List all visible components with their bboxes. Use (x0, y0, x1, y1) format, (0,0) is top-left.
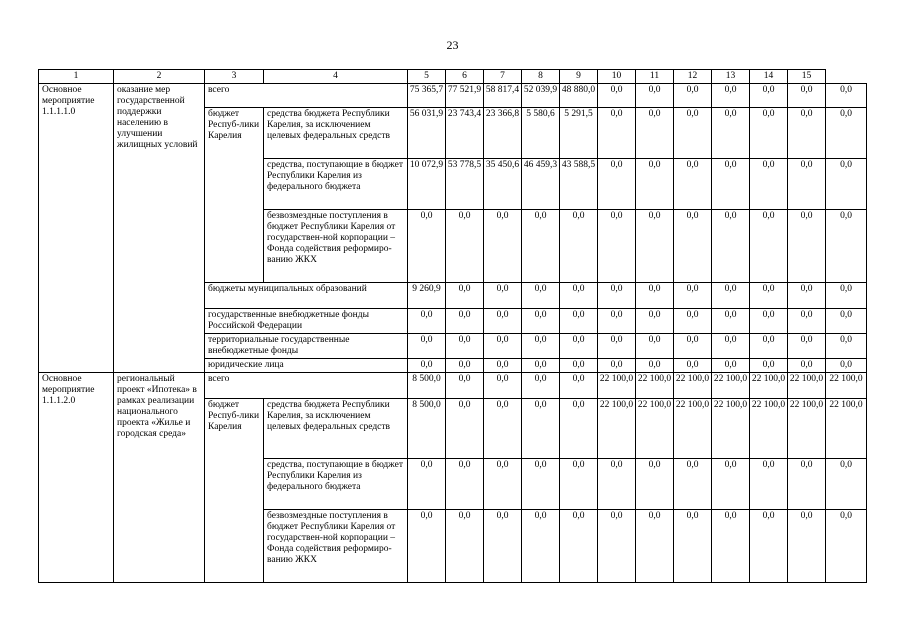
value-cell: 0,0 (636, 459, 674, 510)
value-cell: 0,0 (826, 283, 867, 309)
value-cell: 0,0 (712, 84, 750, 108)
value-cell: 9 260,9 (408, 283, 446, 309)
source-label: средства, поступающие в бюджет Республики Карелия из федерального бюджета (264, 159, 408, 210)
value-cell: 22 100,0 (674, 373, 712, 399)
value-cell: 0,0 (484, 373, 522, 399)
value-cell: 0,0 (598, 210, 636, 283)
header-cell: 3 (205, 70, 264, 84)
value-cell: 22 100,0 (712, 399, 750, 459)
value-cell: 0,0 (446, 373, 484, 399)
value-cell: 0,0 (522, 373, 560, 399)
value-cell: 0,0 (636, 510, 674, 583)
value-cell: 0,0 (712, 159, 750, 210)
header-cell: 4 (264, 70, 408, 84)
value-cell: 43 588,5 (560, 159, 598, 210)
value-cell: 0,0 (750, 510, 788, 583)
source-label: средства бюджета Республики Карелия, за исключением целевых федеральных средств (264, 399, 408, 459)
value-cell: 22 100,0 (788, 373, 826, 399)
value-cell: 0,0 (484, 309, 522, 334)
value-cell: 0,0 (826, 334, 867, 359)
header-cell: 2 (114, 70, 205, 84)
value-cell: 5 580,6 (522, 108, 560, 159)
value-cell: 0,0 (674, 309, 712, 334)
header-cell: 5 (408, 70, 446, 84)
value-cell: 0,0 (788, 359, 826, 373)
value-cell: 0,0 (674, 359, 712, 373)
source-label: государственные внебюджетные фонды Российской Федерации (205, 309, 408, 334)
value-cell: 0,0 (484, 359, 522, 373)
value-cell: 0,0 (598, 283, 636, 309)
value-cell: 22 100,0 (826, 373, 867, 399)
value-cell: 0,0 (446, 334, 484, 359)
value-cell: 0,0 (560, 359, 598, 373)
header-cell: 12 (674, 70, 712, 84)
value-cell: 0,0 (750, 334, 788, 359)
value-cell: 0,0 (446, 459, 484, 510)
source-label: всего (205, 373, 408, 399)
value-cell: 0,0 (750, 309, 788, 334)
value-cell: 0,0 (636, 359, 674, 373)
value-cell: 0,0 (598, 359, 636, 373)
value-cell: 0,0 (788, 159, 826, 210)
value-cell: 0,0 (636, 84, 674, 108)
value-cell: 0,0 (826, 84, 867, 108)
header-cell: 8 (522, 70, 560, 84)
value-cell: 46 459,3 (522, 159, 560, 210)
value-cell: 0,0 (712, 210, 750, 283)
value-cell: 0,0 (750, 108, 788, 159)
budget-rk-cell: бюджет Респуб-лики Карелия (205, 108, 264, 283)
value-cell: 0,0 (446, 359, 484, 373)
header-row (39, 70, 867, 84)
value-cell: 0,0 (446, 399, 484, 459)
header-cell: 7 (484, 70, 522, 84)
value-cell: 0,0 (522, 459, 560, 510)
header-cell: 11 (636, 70, 674, 84)
value-cell: 0,0 (408, 359, 446, 373)
value-cell: 52 039,9 (522, 84, 560, 108)
source-label: безвозмездные поступления в бюджет Республики Карелия от государствен-ной корпорации – Фонда содействия реформиро-ванию ЖКХ (264, 510, 408, 583)
value-cell: 77 521,9 (446, 84, 484, 108)
value-cell: 0,0 (674, 108, 712, 159)
value-cell: 22 100,0 (750, 399, 788, 459)
value-cell: 0,0 (636, 334, 674, 359)
value-cell: 0,0 (598, 159, 636, 210)
value-cell: 0,0 (674, 283, 712, 309)
header-cell: 6 (446, 70, 484, 84)
value-cell: 0,0 (484, 399, 522, 459)
value-cell: 0,0 (408, 334, 446, 359)
value-cell: 0,0 (408, 309, 446, 334)
value-cell: 53 778,5 (446, 159, 484, 210)
value-cell: 0,0 (712, 359, 750, 373)
value-cell: 0,0 (598, 108, 636, 159)
value-cell: 0,0 (522, 510, 560, 583)
table-row (39, 373, 867, 399)
value-cell: 0,0 (788, 510, 826, 583)
value-cell: 0,0 (636, 283, 674, 309)
value-cell: 22 100,0 (674, 399, 712, 459)
value-cell: 0,0 (788, 108, 826, 159)
value-cell: 0,0 (408, 210, 446, 283)
value-cell: 0,0 (826, 309, 867, 334)
value-cell: 0,0 (826, 359, 867, 373)
value-cell: 0,0 (484, 210, 522, 283)
source-label: территориальные государственные внебюджетные фонды (205, 334, 408, 359)
value-cell: 0,0 (408, 459, 446, 510)
value-cell: 0,0 (826, 210, 867, 283)
value-cell: 0,0 (484, 283, 522, 309)
value-cell: 0,0 (750, 459, 788, 510)
value-cell: 0,0 (522, 359, 560, 373)
value-cell: 0,0 (636, 210, 674, 283)
value-cell: 0,0 (750, 159, 788, 210)
source-label: безвозмездные поступления в бюджет Республики Карелия от государствен-ной корпорации – Фонда содействия реформиро-ванию ЖКХ (264, 210, 408, 283)
value-cell: 0,0 (560, 309, 598, 334)
funding-table (38, 69, 867, 583)
value-cell: 0,0 (446, 283, 484, 309)
value-cell: 0,0 (674, 210, 712, 283)
value-cell: 22 100,0 (788, 399, 826, 459)
value-cell: 0,0 (750, 210, 788, 283)
value-cell: 0,0 (598, 309, 636, 334)
value-cell: 0,0 (484, 459, 522, 510)
source-label: всего (205, 84, 408, 108)
value-cell: 0,0 (446, 510, 484, 583)
value-cell: 0,0 (674, 459, 712, 510)
value-cell: 22 100,0 (636, 399, 674, 459)
value-cell: 48 880,0 (560, 84, 598, 108)
value-cell: 0,0 (598, 459, 636, 510)
value-cell: 0,0 (560, 373, 598, 399)
value-cell: 0,0 (522, 283, 560, 309)
value-cell: 0,0 (598, 334, 636, 359)
value-cell: 0,0 (522, 334, 560, 359)
value-cell: 0,0 (826, 108, 867, 159)
value-cell: 0,0 (598, 84, 636, 108)
value-cell: 0,0 (674, 84, 712, 108)
measure-cell: Основное мероприятие 1.1.1.2.0 (39, 373, 114, 583)
value-cell: 0,0 (788, 309, 826, 334)
value-cell: 0,0 (636, 108, 674, 159)
value-cell: 0,0 (712, 334, 750, 359)
value-cell: 0,0 (826, 510, 867, 583)
value-cell: 0,0 (636, 309, 674, 334)
value-cell: 0,0 (712, 309, 750, 334)
source-label: средства, поступающие в бюджет Республики Карелия из федерального бюджета (264, 459, 408, 510)
value-cell: 75 365,7 (408, 84, 446, 108)
value-cell: 0,0 (560, 459, 598, 510)
value-cell: 22 100,0 (750, 373, 788, 399)
value-cell: 0,0 (522, 210, 560, 283)
value-cell: 22 100,0 (636, 373, 674, 399)
value-cell: 0,0 (446, 309, 484, 334)
value-cell: 0,0 (522, 309, 560, 334)
header-cell: 9 (560, 70, 598, 84)
source-label: средства бюджета Республики Карелия, за исключением целевых федеральных средств (264, 108, 408, 159)
value-cell: 0,0 (826, 459, 867, 510)
value-cell: 0,0 (674, 510, 712, 583)
value-cell: 0,0 (712, 108, 750, 159)
value-cell: 0,0 (788, 334, 826, 359)
value-cell: 0,0 (674, 334, 712, 359)
value-cell: 0,0 (560, 210, 598, 283)
value-cell: 0,0 (560, 510, 598, 583)
value-cell: 0,0 (788, 459, 826, 510)
table-row (39, 84, 867, 108)
value-cell: 0,0 (484, 510, 522, 583)
value-cell: 0,0 (446, 210, 484, 283)
value-cell: 35 450,6 (484, 159, 522, 210)
value-cell: 56 031,9 (408, 108, 446, 159)
value-cell: 0,0 (712, 510, 750, 583)
measure-name-cell: оказание мер государственной поддержки населению в улучшении жилищных условий (114, 84, 205, 373)
value-cell: 23 366,8 (484, 108, 522, 159)
value-cell: 0,0 (750, 283, 788, 309)
header-cell: 1 (39, 70, 114, 84)
value-cell: 5 291,5 (560, 108, 598, 159)
page-number: 23 (446, 38, 459, 52)
value-cell: 0,0 (560, 399, 598, 459)
budget-rk-cell: бюджет Респуб-лики Карелия (205, 399, 264, 583)
value-cell: 8 500,0 (408, 373, 446, 399)
value-cell: 0,0 (522, 399, 560, 459)
value-cell: 22 100,0 (598, 373, 636, 399)
value-cell: 0,0 (560, 334, 598, 359)
value-cell: 22 100,0 (712, 373, 750, 399)
value-cell: 23 743,4 (446, 108, 484, 159)
value-cell: 58 817,4 (484, 84, 522, 108)
value-cell: 8 500,0 (408, 399, 446, 459)
value-cell: 0,0 (484, 334, 522, 359)
value-cell: 0,0 (712, 459, 750, 510)
value-cell: 0,0 (598, 510, 636, 583)
header-cell: 13 (712, 70, 750, 84)
value-cell: 0,0 (826, 159, 867, 210)
value-cell: 0,0 (788, 283, 826, 309)
value-cell: 0,0 (750, 359, 788, 373)
measure-name-cell: региональный проект «Ипотека» в рамках реализации национального проекта «Жилье и городская среда» (114, 373, 205, 583)
header-cell: 15 (788, 70, 826, 84)
value-cell: 0,0 (712, 283, 750, 309)
value-cell: 0,0 (674, 159, 712, 210)
value-cell: 0,0 (408, 510, 446, 583)
source-label: бюджеты муниципальных образований (205, 283, 408, 309)
value-cell: 0,0 (750, 84, 788, 108)
header-cell: 10 (598, 70, 636, 84)
value-cell: 10 072,9 (408, 159, 446, 210)
value-cell: 0,0 (560, 283, 598, 309)
header-cell: 14 (750, 70, 788, 84)
value-cell: 22 100,0 (826, 399, 867, 459)
source-label: юридические лица (205, 359, 408, 373)
value-cell: 0,0 (788, 210, 826, 283)
measure-cell: Основное мероприятие 1.1.1.1.0 (39, 84, 114, 373)
value-cell: 0,0 (788, 84, 826, 108)
value-cell: 22 100,0 (598, 399, 636, 459)
value-cell: 0,0 (636, 159, 674, 210)
